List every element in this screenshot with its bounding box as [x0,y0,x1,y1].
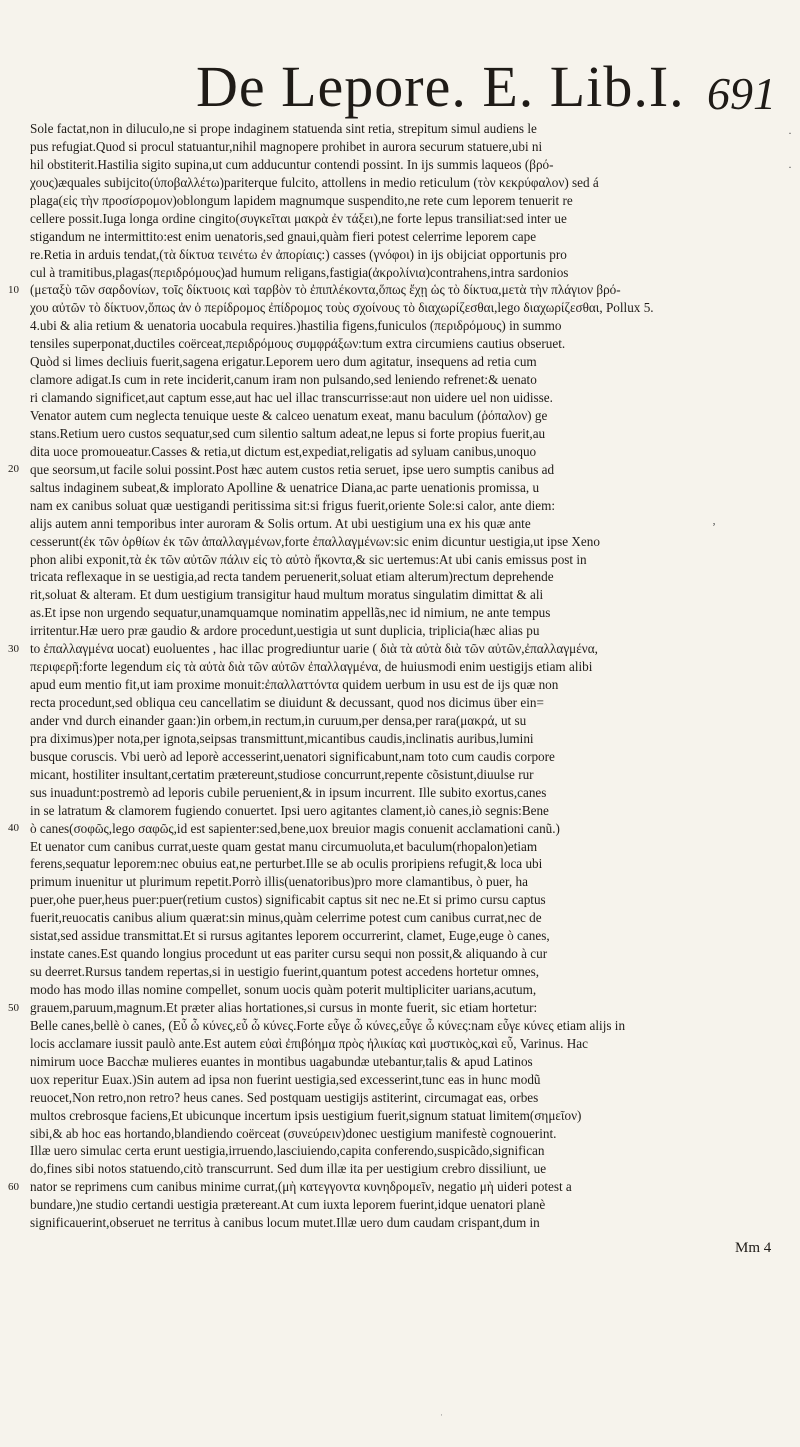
text-line: micant, hostiliter insultant,certatim prætereunt,studiose concurrunt,repente cõsistunt,diuulse rur [30,766,534,782]
text-line: cellere possit.Iuga longa ordine cingito(συγκεῖται μακρὰ ἐν τάξει),ne forte lepus transiliat:sed inter ue [30,210,567,226]
text-line: clamore adigat.Is cum in rete inciderit,canum iram non pulsando,sed leniendo refrenet:& uenato [30,372,537,388]
text-line: dita uoce promoueatur.Casses & retia,ut dictum est,expediat,religatis ad syluam canibus,unoquo [30,443,537,459]
text-line: cul à tramitibus,plagas(περιδρόμους)ad humum religans,fastigia(ἀκρολίνια)contrahens,intra sardonios [30,264,569,280]
text-line: Et uenator cum canibus currat,ueste quam gestat manu circumuoluta,et baculum(rhopalon)etiam [30,838,538,854]
text-line: as.Et ipse non urgendo sequatur,unamquamque nominatim appellãs,nec id nimium, ne ante tempus [30,605,551,621]
text-line: Quòd si limes decliuis fuerit,sagena erigatur.Leporem uero dum agitatur, insequens ad retia cum [30,354,537,370]
line-number: 30 [8,642,19,655]
text-line: grauem,paruum,magnum.Et præter alias hortationes,si cursus in monte fuerit, sic etiam hortetur: [30,999,538,1015]
text-line: sus inuadunt:postremò ad leporis cubile peruenient,& in ipsum incurrent. Ille subito exortus,canes [30,784,547,800]
text-line: uox reperitur Euax.)Sin autem ad ipsa non fuerint uestigia,sed excesserint,tunc eas in hunc modũ [30,1071,541,1087]
body-text [30,120,780,1232]
text-line: irritentur.Hæ uero præ gaudio & ardore procedunt,uestigia ut sunt duplicia, triplicia(hæc alias pu [30,623,540,639]
text-line: re.Retia in arduis tendat,(τὰ δίκτυα τεινέτω ἐν ἀπορίαις:) casses (γνόφοι) in ijs obijciat opportunis pro [30,246,567,262]
text-line: nam ex canibus soluat quæ uestigandi peritissima sit:si frigus fuerit,oriente Sole:si calor, ante diem: [30,497,556,513]
text-line: ri clamando significet,aut captum esse,aut hac uel illac transcurrisse:aut non uidere uel non uidisse. [30,390,553,406]
text-line: tricata reflexaque in se uestigia,ad recta tandem peruenerit,soluat etiam alterum)rectum deprehende [30,569,554,585]
footer-dot: · [440,1410,443,1420]
text-line: Belle canes,bellè ò canes, (Εὖ ὦ κύνες,εὖ ὦ κύνες.Forte εὖγε ὦ κύνες,εὖγε ὦ κύνες:nam εὖγε κύνες etiam alijs in [30,1017,626,1033]
text-line: plaga(εἰς τὴν προσίσρομον)oblongum lapidem magnumque suspendito,ne rete cum leporem tenuerit re [30,192,573,208]
text-line: Illæ uero simulac certa erunt uestigia,irruendo,lasciuiendo,capita conferendo,suspicãdo,significan [30,1143,545,1159]
text-line: recta procedunt,sed obliqua ceu cancellatim se diuidunt & decussant, quod nos dicimus über ein= [30,695,544,710]
text-line: saltus indaginem subeat,& implorato Apolline & uenatrice Diana,ac parte uenationis promissa, u [30,479,540,495]
text-line: stigandum ne intermittito:est enim uenatoris,sed gnaui,quàm fieri potest celerrime leporem cape [30,228,537,244]
line-number: 50 [8,1001,19,1014]
text-line: sibi,& ab hoc eas hortando,blandiendo coërceat (συνεύρειν)donec uestigium manifestè cognouerint. [30,1125,557,1141]
text-line: phon alibi exponit,τὰ ἐκ τῶν αὐτῶν πάλιν εἰς τὸ αὐτὸ ἥκοντα,& sic uertemus:At ubi canis emissus post in [30,551,587,567]
text-line: (μεταξὺ τῶν σαρδονίων, τοῖς δίκτυοις καὶ ταρβὸν τὸ ἐπιπλέκοντα,ὅπως ἔχῃ ὡς τὸ δίκτυα,μετὰ τὴν πλάγιον βρό- [30,282,621,298]
text-line: significauerint,obseruet ne territus à canibus locum mutet.Illæ uero dum caudam crispant,dum in [30,1215,540,1231]
margin-tick: ʼ [712,520,716,534]
text-line: tensiles superponat,ductiles coërceat,περιδρόμους συμφράξων:tum extra circumiens cautius obseruet. [30,336,566,352]
text-line: ferens,sequatur leporem:nec obuius eat,ne perturbet.Ille se ab oculis proripiens refugit,& loca ubi [30,856,543,872]
text-line: χου αὐτῶν τὸ δίκτυον,ὅπως ἀν ὁ περίδρομος ἐπίδρομος τοὺς σχοίνους τὸ διαχωρίζεσθαι,lego διαχωρίζεσθαι, Pollux 5. [30,300,654,316]
running-head [196,52,776,122]
line-number: 40 [8,822,19,835]
signature-mark: Mm 4 [735,1240,772,1256]
text-line: χους)æquales subijcito(ὑποβαλλέτω)pariterque fulcito, attollens in medio reticulum (τὸν κεκρύφαλον) sed á [30,174,599,190]
margin-dot: · [788,160,792,174]
text-line: ander vnd durch einander gaan:)in orbem,in rectum,in curuum,per densa,per rara(μακρά, ut su [30,712,527,728]
text-line: que seorsum,ut facile solui possint.Post hæc autem custos retia seruet, ipse uero sumptis canibus ad [30,461,555,477]
text-line: hil obstiterit.Hastilia sigito supina,ut cum adducuntur contendi possint. In ijs summis laqueos (βρό- [30,156,554,172]
text-line: do,fines sibi notos statuendo,citò transcurrunt. Sed dum illæ ita per uestigium crebro dissiliunt, ue [30,1161,547,1177]
text-line: busque coruscis. Vbi uerò ad leporè accesserint,uenatori significabunt,nam toto cum caudis corpore [30,748,555,764]
text-line: puer,ohe puer,heus puer:puer(retium custos) significabit captus sit nec ne.Et si primo cursu captus [30,892,546,908]
text-line: locis acclamare iussit paulò ante.Est autem εὐαὶ ἐπιβόημα πρὸς ἠλικίας καὶ μυστικὸς,καὶ εὖ, Varinus. Hac [30,1035,588,1051]
text-line: Sole factat,non in diluculo,ne si prope indaginem statuenda sint retia, strepitum simul audiens le [30,121,537,136]
line-number: 60 [8,1181,19,1194]
text-line: cesserunt(ἐκ τῶν ὀρθίων ἐκ τῶν ἀπαλλαγμένων,forte ἐπαλλαγμένων:sic enim dicuntur uestigia,ut ipse Xeno [30,533,600,549]
page-number: 691 [707,68,776,119]
text-line: bundare,)ne studio certandi uestigia prætereant.At cum iuxta leporem fuerint,idque uenatori planè [30,1197,546,1213]
text-line: stans.Retium uero custos sequatur,sed cum silentio saltum adeat,ne lepus si forte propius fuerit,au [30,425,546,441]
text-line: multos crebrosque faciens,Et ubicunque incertum ipsis uestigium fuerit,signum statuat limitem(σημεῖον) [30,1107,582,1123]
margin-dot: · [788,126,792,140]
text-line: pra diximus)per nota,per ignota,seipsas transmittunt,micantibus caudis,inclinatis auribus,lumini [30,730,534,746]
text-line: in se latratum & clamorem fugiendo conuertet. Ipsi uero agitantes clament,iò canes,iò segnis:Bene [30,802,549,818]
text-line: fuerit,reuocatis canibus alium quærat:sin minus,quàm celerrime potest cum canibus currat,nec de [30,910,542,926]
line-number: 10 [8,283,19,296]
text-line: reuocet,Non retro,non retro? heus canes. Sed postquam uestigijs astiterint, circumagat eas, orbes [30,1089,539,1105]
text-line: primum inuenitur ut plurimum repetit.Porrò illis(uenatoribus)pro more clamantibus, ò puer, ha [30,874,528,890]
text-line: alijs autem anni temporibus inter auroram & Solis ortum. At ubi uestigium una ex his quæ ante [30,515,531,531]
text-line: sistat,sed assidue transmittat.Et si rursus agitantes leporem occurrerint, clamet, Euge,euge ò canes, [30,928,550,944]
text-line: nimirum uoce Bacchæ mulieres euantes in montibus uagabundæ utebantur,talis & apud Latinos [30,1053,533,1069]
text-line: modo has modo illas nomine compellet, sonum uocis quàm poterit multipliciter uarians,acutum, [30,982,537,997]
text-line: 4.ubi & alia retium & uenatoria uocabula requires.)hastilia figens,funiculos (περιδρόμους) in summo [30,318,562,334]
text-line: to ἐπαλλαγμένα uocat) euoluentes , hac illac progrediuntur uarie ( διὰ τὰ αὐτὰ διὰ τῶν αὐτῶν,ἐπαλλαγμένα, [30,641,598,657]
text-line: περιφερῆ:forte legendum εἰς τὰ αὐτὰ διὰ τῶν αὐτῶν ἐπαλλαγμένα, de huiusmodi enim uestigijs etiam alibi [30,659,593,675]
text-line: pus refugiat.Quod si procul statuantur,nihil magnopere prohibet in aurora securum statuere,ubi ni [30,138,543,154]
line-number: 20 [8,463,19,476]
text-line: su deerret.Rursus tandem repertas,si in uestigio fuerint,quantum potest accedens hortetur omnes, [30,964,540,980]
text-line: instate canes.Est quando longius procedunt ut eas pariter cursu sequi non possit,& aliquando à cur [30,946,548,962]
page-title: De Lepore. E. Lib.I. [196,54,685,119]
text-line: rit,soluat & alteram. Et dum uestigium transigitur haud multum moratus singulatim dimittat & ali [30,587,544,603]
text-line: apud eum mentio fit,ut iam proxime monuit:ἐπαλλαττόντα quidem uerbum in usu est de ijs quæ non [30,677,559,693]
text-line: nator se reprimens cum canibus minime currat,(μὴ κατεγγοντα κυνηδρομεῖν, negatio μὴ uideri potest a [30,1179,572,1195]
text-line: ò canes(σοφῶς,lego σαφῶς,id est sapienter:sed,bene,uox breuior magis conuenit acclamationi canũ.) [30,820,560,836]
text-line: Venator autem cum neglecta tenuique ueste & calceo uenatum exeat, manu baculum (ῥόπαλον) ge [30,408,548,423]
